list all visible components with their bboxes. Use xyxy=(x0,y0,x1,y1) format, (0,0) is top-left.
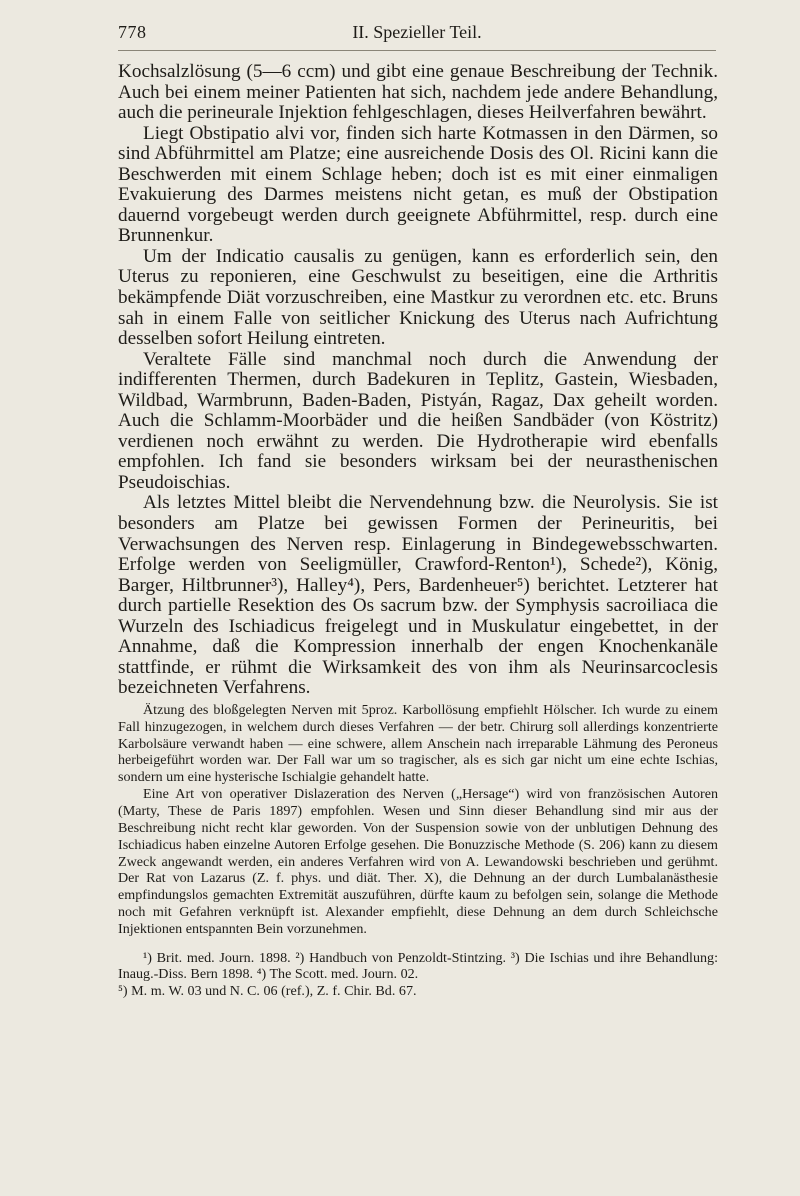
main-paragraph: Als letztes Mittel bleibt die Nervendehnung bzw. die Neurolysis. Sie ist besonders am Platze bei gewissen Formen der Perineuritis, bei Verwachsungen des Nerven resp. Einlagerung in Bindegewebsschwarten. Erfolge werden von Seeligmüller, Crawford-Renton¹), Schede²), König, Barger, Hiltbrunner³), Halley⁴), Pers, Bardenheuer⁵) berichtet. Letzterer hat durch partielle Resektion des Os sacrum bzw. der Symphysis sacroiliaca die Wurzeln des Ischiadicus freigelegt und in Muskulatur eingebettet, in der Annahme, daß die Kompression innerhalb der engen Knochenkanäle stattfinde, er rühmt die Wirksamkeit des von ihm als Neurinsarcoclesis bezeichneten Verfahrens. xyxy=(118,492,718,699)
page-body xyxy=(118,62,718,999)
small-paragraph: Eine Art von operativer Dislazeration des Nerven („Hersage“) wird von französischen Autoren (Marty, These de Paris 1897) empfohlen. Wesen und Sinn dieser Behandlung sind mir aus der Beschreibung nicht recht klar geworden. Von der Suspension sowie von der unblutigen Dehnung des Ischiadicus haben einzelne Autoren Erfolge gesehen. Die Bonuzzische Methode (S. 206) kann zu diesem Zweck angewandt werden, ein anderes Verfahren wird von A. Lewandowski beschrieben und gerühmt. Der Rat von Lazarus (Z. f. phys. und diät. Ther. X), die Dehnung an der durch Lumbalanästhesie empfindungslos gemachten Extremität auszuführen, dürfte kaum zu befolgen sein, solange die Methode noch mit Gefahren verknüpft ist. Alexander empfiehlt, diese Dehnung an dem durch Schleichsche Injektionen entspannten Bein vorzunehmen. xyxy=(118,786,718,937)
main-paragraph: Liegt Obstipatio alvi vor, finden sich harte Kotmassen in den Därmen, so sind Abführmittel am Platze; eine ausreichende Dosis des Ol. Ricini kann die Beschwerden mit einem Schlage heben; doch ist es mit einer einmaligen Evakuierung des Darmes meistens nicht getan, es muß der Obstipation dauernd vorgebeugt werden durch geeignete Abführmittel, resp. durch eine Brunnenkur. xyxy=(118,122,718,247)
main-paragraph: Um der Indicatio causalis zu genügen, kann es erforderlich sein, den Uterus zu reponieren, eine Geschwulst zu beseitigen, eine die Arthritis bekämpfende Diät vorzuschreiben, eine Mastkur zu verordnen etc. etc. Bruns sah in einem Falle von seitlicher Knickung des Uterus nach Aufrichtung desselben sofort Heilung eintreten. xyxy=(118,245,718,350)
main-text xyxy=(118,62,718,699)
page-number: 778 xyxy=(118,22,147,42)
main-paragraph: Kochsalzlösung (5—6 ccm) und gibt eine genaue Beschreibung der Technik. Auch bei einem meiner Patienten hat sich, nachdem jede andere Behandlung, auch die perineurale Injektion fehlgeschlagen, dieses Heilverfahren bewährt. xyxy=(118,61,718,124)
small-print-notes xyxy=(118,702,718,938)
running-title: II. Spezieller Teil. xyxy=(352,22,482,42)
footnote-line: ⁵) M. m. W. 03 und N. C. 06 (ref.), Z. f. Chir. Bd. 67. xyxy=(118,982,417,999)
footnote-line: ¹) Brit. med. Journ. 1898. ²) Handbuch von Penzoldt-Stintzing. ³) Die Ischias und ihre Behandlung: Inaug.-Diss. Bern 1898. ⁴) The Scott. med. Journ. 02. xyxy=(118,949,718,983)
small-paragraph: Ätzung des bloßgelegten Nerven mit 5proz. Karbollösung empfiehlt Hölscher. Ich wurde zu einem Fall hinzugezogen, in welchem durch dieses Verfahren — der betr. Chirurg soll allerdings konzentrierte Karbolsäure verwandt haben — eine schwere, allem Anschein nach irreparable Lähmung des Peroneus herbeigeführt worden war. Der Fall war um so tragischer, als es sich gar nicht um eine echte Ischias, sondern um eine hysterische Ischialgie gehandelt hatte. xyxy=(118,701,718,786)
footnotes xyxy=(118,950,718,1000)
running-header xyxy=(118,22,716,51)
main-paragraph: Veraltete Fälle sind manchmal noch durch die Anwendung der indifferenten Thermen, durch Badekuren in Teplitz, Gastein, Wiesbaden, Wildbad, Warmbrunn, Baden-Baden, Pistyán, Ragaz, Dax geheilt worden. Auch die Schlamm-Moorbäder und die heißen Sandbäder (von Köstritz) verdienen noch erwähnt zu werden. Die Hydrotherapie wird ebenfalls empfohlen. Ich fand sie besonders wirksam bei der neurasthenischen Pseudoischias. xyxy=(118,348,718,493)
